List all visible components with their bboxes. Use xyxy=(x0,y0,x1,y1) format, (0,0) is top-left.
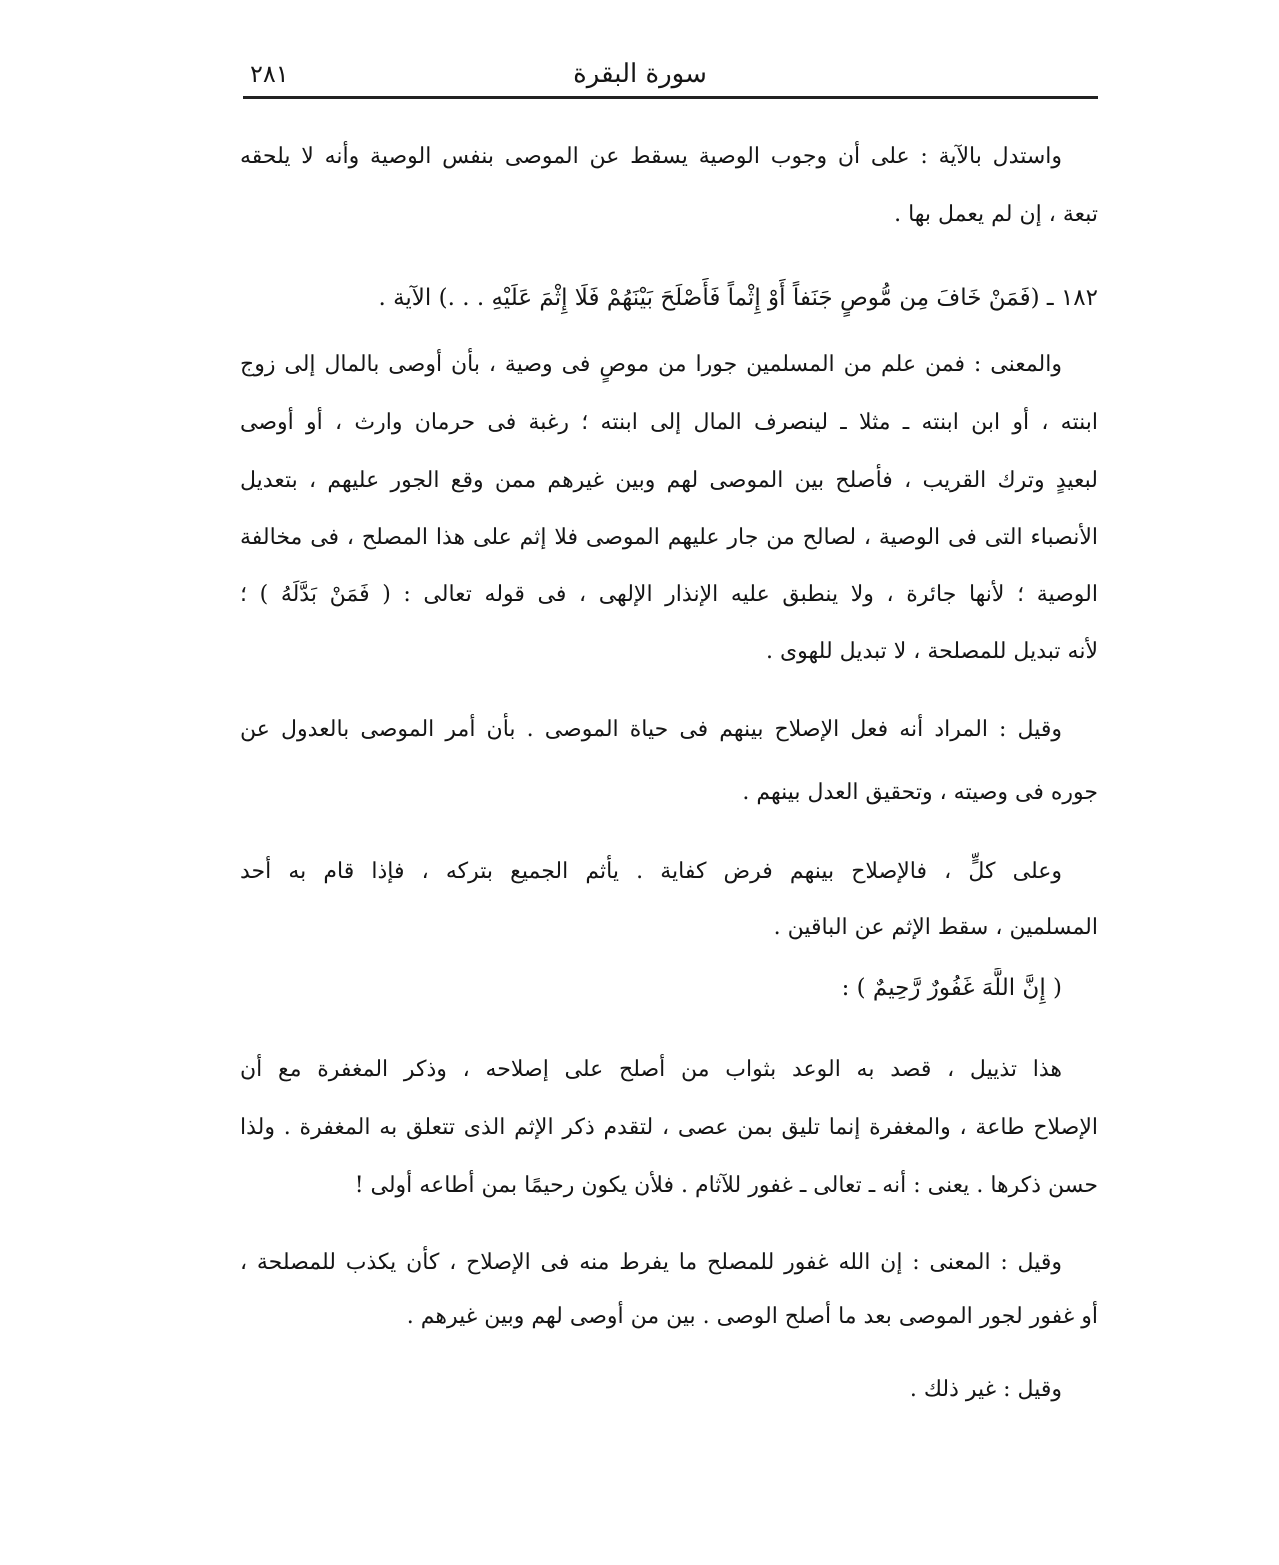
header-rule xyxy=(243,96,1098,99)
paragraph-line: واستدل بالآية : على أن وجوب الوصية يسقط عن الموصى بنفس الوصية وأنه لا يلحقه xyxy=(240,144,1062,169)
verse-heading: ١٨٢ ـ (فَمَنْ خَافَ مِن مُّوصٍ جَنَفاً أَوْ إِثْماً فَأَصْلَحَ بَيْنَهُمْ فَلَا إِثْمَ عَلَيْهِ . . .) الآية . xyxy=(378,285,1098,311)
paragraph-line: الأنصباء التى فى الوصية ، لصالح من جار عليهم الموصى فلا إثم على هذا المصلح ، فى مخالفة xyxy=(240,525,1098,550)
paragraph-line: وعلى كلٍّ ، فالإصلاح بينهم فرض كفاية . يأثم الجميع بتركه ، فإذا قام به أحد xyxy=(240,859,1062,884)
paragraph-line: وقيل : غير ذلك . xyxy=(909,1377,1062,1402)
paragraph-line: جوره فى وصيته ، وتحقيق العدل بينهم . xyxy=(742,780,1098,805)
paragraph-line: الوصية ؛ لأنها جائرة ، ولا ينطبق عليه الإنذار الإلهى ، فى قوله تعالى : ( فَمَنْ بَدَّلَهُ ) ؛ xyxy=(240,582,1098,607)
paragraph-line: لأنه تبديل للمصلحة ، لا تبديل للهوى . xyxy=(765,639,1098,664)
page-number: ٢٨١ xyxy=(250,60,289,88)
verse-heading: ( إِنَّ اللَّهَ غَفُورٌ رَّحِيمٌ ) : xyxy=(841,975,1062,1001)
paragraph-line: هذا تذييل ، قصد به الوعد بثواب من أصلح على إصلاحه ، وذكر المغفرة مع أن xyxy=(240,1057,1062,1082)
paragraph-line: والمعنى : فمن علم من المسلمين جورا من موصٍ فى وصية ، بأن أوصى بالمال إلى زوج xyxy=(240,352,1062,377)
paragraph-line: المسلمين ، سقط الإثم عن الباقين . xyxy=(773,915,1098,940)
surah-title: سورة البقرة xyxy=(573,59,707,89)
paragraph-line: وقيل : المعنى : إن الله غفور للمصلح ما يفرط منه فى الإصلاح ، كأن يكذب للمصلحة ، xyxy=(240,1250,1062,1275)
paragraph-line: تبعة ، إن لم يعمل بها . xyxy=(894,202,1098,227)
paragraph-line: ابنته ، أو ابن ابنته ـ مثلا ـ لينصرف المال إلى ابنته ؛ رغبة فى حرمان وارث ، أو أوصى xyxy=(240,410,1098,435)
paragraph-line: الإصلاح طاعة ، والمغفرة إنما تليق بمن عصى ، لتقدم ذكر الإثم الذى تتعلق به المغفرة . ولذا xyxy=(240,1115,1098,1140)
paragraph-line: حسن ذكرها . يعنى : أنه ـ تعالى ـ غفور للآثام . فلأن يكون رحيمًا بمن أطاعه أولى ! xyxy=(354,1173,1098,1198)
paragraph-line: لبعيدٍ وترك القريب ، فأصلح بين الموصى لهم وبين غيرهم ممن وقع الجور عليهم ، بتعديل xyxy=(240,468,1098,493)
paragraph-line: أو غفور لجور الموصى بعد ما أصلح الوصى . بين من أوصى لهم وبين غيرهم . xyxy=(406,1304,1098,1329)
paragraph-line: وقيل : المراد أنه فعل الإصلاح بينهم فى حياة الموصى . بأن أمر الموصى بالعدول عن xyxy=(240,717,1062,742)
